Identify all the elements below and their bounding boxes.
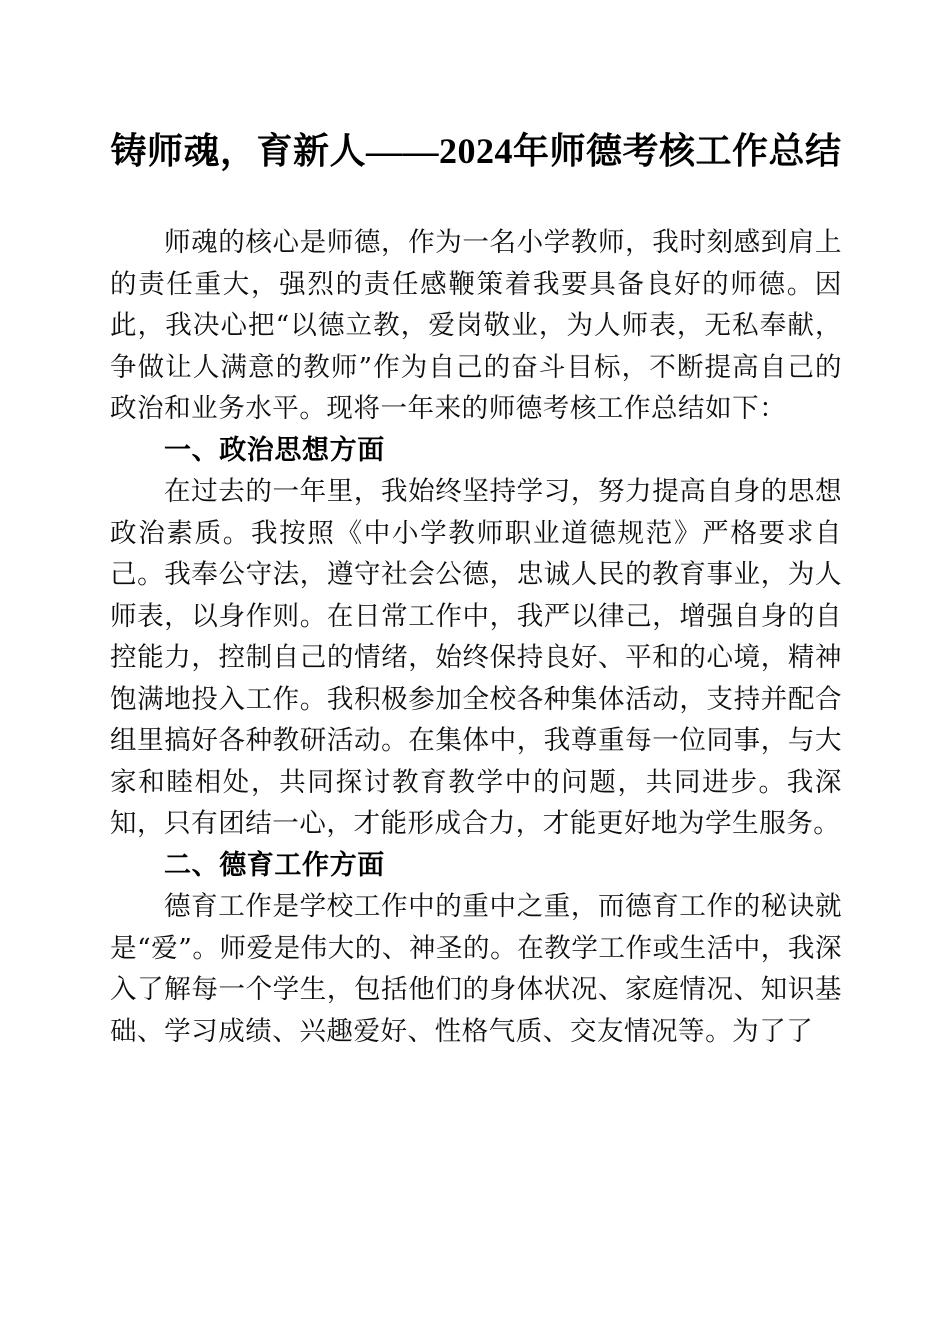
section-heading-moral-education: 二、德育工作方面	[164, 849, 385, 880]
body-paragraph-political-thought: 在过去的一年里，我始终坚持学习，努力提高自身的思想政治素质。我按照《中小学教师职业道德规范》严格要求自己。我奉公守法，遵守社会公德，忠诚人民的教育事业，为人师表，以身作则。在日常工作中，我严以律己，增强自身的自控能力，控制自己的情绪，始终保持良好、平和的心境，精神饱满地投入工作。我积极参加全校各种集体活动，支持并配合组里搞好各种教研活动。在集体中，我尊重每一位同事，与大家和睦相处，共同探讨教育教学中的问题，共同进步。我深知，只有团结一心，才能形成合力，才能更好地为学生服务。	[110, 476, 842, 839]
document-content	[110, 0, 842, 1052]
body-paragraph-intro: 师魂的核心是师德，作为一名小学教师，我时刻感到肩上的责任重大，强烈的责任感鞭策着我要具备良好的师德。因此，我决心把“以德立教，爱岗敬业，为人师表，无私奉献，争做让人满意的教师”作为自己的奋斗目标，不断提高自己的政治和业务水平。现将一年来的师德考核工作总结如下：	[110, 227, 842, 424]
page-title: 铸师魂，育新人——2024年师德考核工作总结	[110, 131, 842, 171]
section-heading-political-thought: 一、政治思想方面	[164, 434, 385, 465]
title-body-spacer	[110, 178, 842, 222]
body-paragraph-moral-education: 德育工作是学校工作中的重中之重，而德育工作的秘诀就是“爱”。师爱是伟大的、神圣的。在教学工作或生活中，我深入了解每一个学生，包括他们的身体状况、家庭情况、知识基础、学习成绩、兴趣爱好、性格气质、交友情况等。为了了	[110, 891, 842, 1047]
